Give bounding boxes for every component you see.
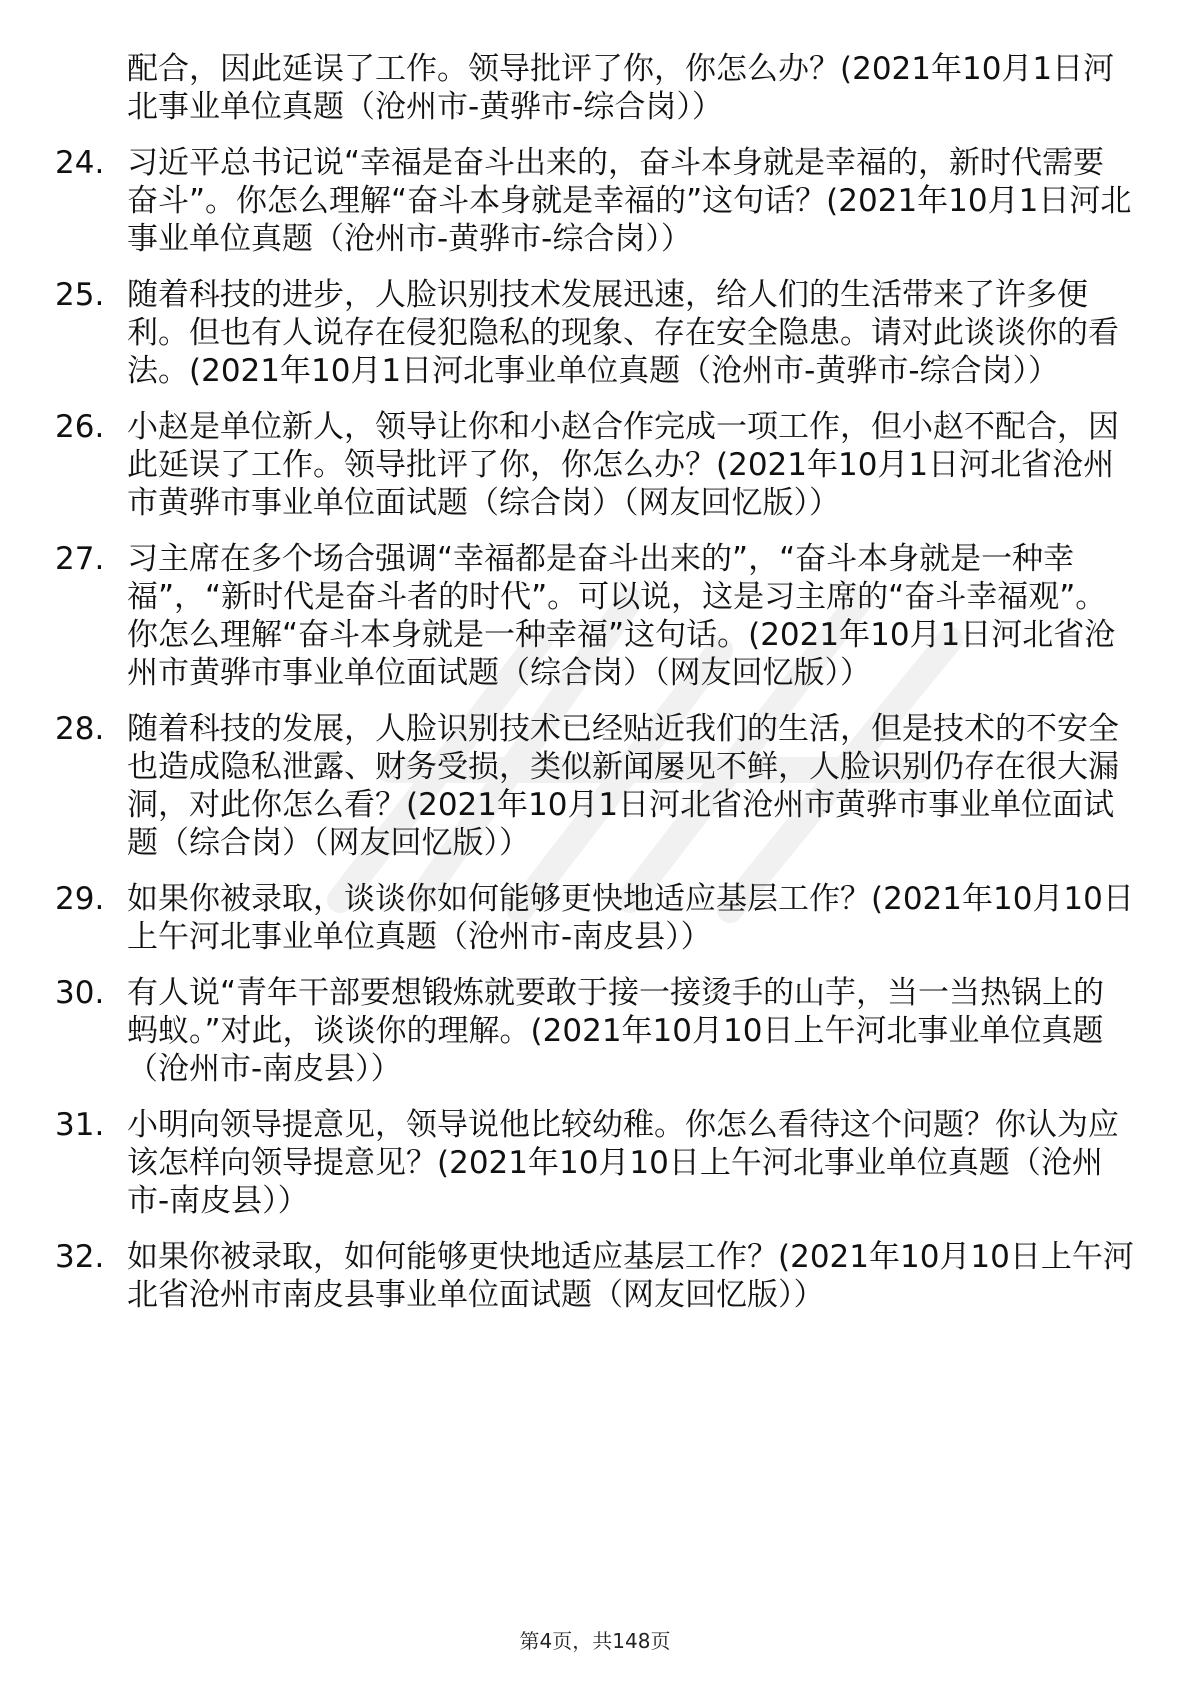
question-number: 25. [55, 277, 105, 313]
list-item [55, 540, 1135, 692]
list-item [55, 974, 1135, 1088]
list-item [55, 1106, 1135, 1220]
list-item [55, 144, 1135, 258]
question-text: 如果你被录取，谈谈你如何能够更快地适应基层工作？(2021年10月10日上午河北事业单位真题（沧州市-南皮县）） [127, 881, 1134, 955]
question-text: 小明向领导提意见，领导说他比较幼稚。你怎么看待这个问题？你认为应该怎样向领导提意见？(2021年10月10日上午河北事业单位真题（沧州市-南皮县）） [127, 1107, 1119, 1219]
list-item [55, 1238, 1135, 1314]
list-item [55, 408, 1135, 522]
question-number: 31. [55, 1107, 105, 1143]
page-number-footer: 第4页，共148页 [519, 1629, 671, 1653]
continued-question-text: 配合，因此延误了工作。领导批评了你，你怎么办？(2021年10月1日河北事业单位真题（沧州市-黄骅市-综合岗）） [127, 51, 1115, 125]
question-number: 29. [55, 881, 105, 917]
question-list [55, 50, 1135, 1332]
question-number: 26. [55, 409, 105, 445]
question-number: 27. [55, 541, 105, 577]
question-text: 习近平总书记说“幸福是奋斗出来的，奋斗本身就是幸福的，新时代需要奋斗”。你怎么理解“奋斗本身就是幸福的”这句话？(2021年10月1日河北事业单位真题（沧州市-黄骅市-综合岗）） [127, 145, 1132, 257]
list-item [55, 880, 1135, 956]
question-text: 随着科技的发展，人脸识别技术已经贴近我们的生活，但是技术的不安全也造成隐私泄露、财务受损，类似新闻屡见不鲜，人脸识别仍存在很大漏洞，对此你怎么看？(2021年10月1日河北省沧州市黄骅市事业单位面试题（综合岗）（网友回忆版）） [127, 711, 1119, 861]
question-number: 32. [55, 1239, 105, 1275]
question-text: 习主席在多个场合强调“幸福都是奋斗出来的”，“奋斗本身就是一种幸福”，“新时代是奋斗者的时代”。可以说，这是习主席的“奋斗幸福观”。你怎么理解“奋斗本身就是一种幸福”这句话。(2021年10月1日河北省沧州市黄骅市事业单位面试题（综合岗）（网友回忆版）） [127, 541, 1116, 691]
list-item [55, 276, 1135, 390]
question-text: 有人说“青年干部要想锻炼就要敢于接一接烫手的山芋，当一当热锅上的蚂蚁。”对此，谈谈你的理解。(2021年10月10日上午河北事业单位真题（沧州市-南皮县）） [127, 975, 1105, 1087]
question-text: 随着科技的进步，人脸识别技术发展迅速，给人们的生活带来了许多便利。但也有人说存在侵犯隐私的现象、存在安全隐患。请对此谈谈你的看法。(2021年10月1日河北事业单位真题（沧州市-黄骅市-综合岗）） [127, 277, 1119, 389]
list-item [55, 710, 1135, 862]
question-number: 30. [55, 975, 105, 1011]
question-number: 24. [55, 145, 105, 181]
question-text: 小赵是单位新人，领导让你和小赵合作完成一项工作，但小赵不配合，因此延误了工作。领导批评了你，你怎么办？(2021年10月1日河北省沧州市黄骅市事业单位面试题（综合岗）（网友回忆版）） [127, 409, 1119, 521]
question-number: 28. [55, 711, 105, 747]
question-text: 如果你被录取，如何能够更快地适应基层工作？(2021年10月10日上午河北省沧州市南皮县事业单位面试题（网友回忆版）） [127, 1239, 1134, 1313]
